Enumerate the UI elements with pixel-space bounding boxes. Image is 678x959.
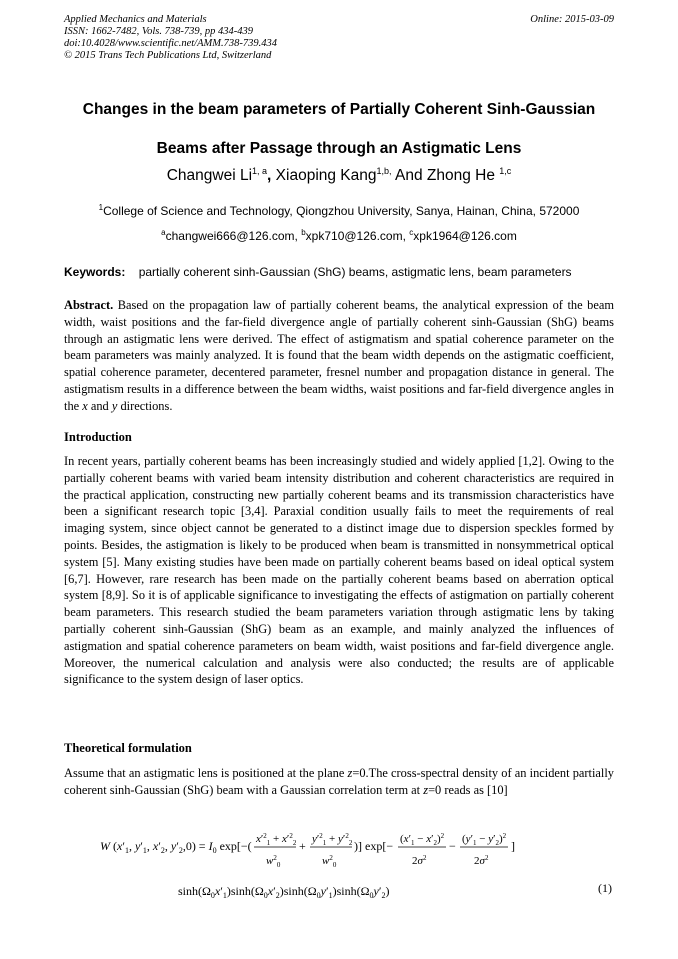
keywords-label: Keywords: [64, 265, 126, 279]
svg-text:−: − [449, 839, 456, 853]
equation-number: (1) [598, 881, 612, 895]
doi: doi:10.4028/www.scientific.net/AMM.738-739.434 [64, 38, 277, 49]
svg-text:x′21 + x′22: $x'^2_1 + x'^2_2$ [256, 832, 297, 847]
title-line-2: Beams after Passage through an Astigmatic Lens [156, 140, 522, 157]
author-3-affil: 1,c [499, 166, 512, 176]
paper-title [40, 90, 638, 168]
svg-text:+: + [299, 839, 306, 853]
author-3: And Zhong He [394, 167, 495, 185]
svg-text:]: ] [511, 839, 515, 853]
issn: ISSN: 1662-7482, Vols. 738-739, pp 434-439 [64, 26, 253, 37]
author-list: Changwei Li$^{1, a}$, Xiaoping Kang$^{1,b,}$ And Zhong He $^{1,c}$ [166, 166, 512, 185]
svg-text:)] exp[−: )] exp[− [354, 839, 394, 853]
author-1: Changwei Li [166, 167, 253, 185]
copyright: © 2015 Trans Tech Publications Ltd, Switzerland [64, 50, 272, 61]
running-header [64, 14, 614, 62]
affiliation-marker: 1 [98, 203, 104, 212]
email-c: xpk1964@126.com [413, 229, 517, 243]
svg-text:w20: $w^2_0$ [322, 854, 337, 869]
introduction-paragraph: In recent years, partially coherent beams has been increasingly studied and widely applied [1,2]. Owing to the partially coherent beams with varied beam intensity distribution and coherent characteristics are required in the practical application, constructing new partially coherent beams and its transmission characteristics have been a significant research topic [3,4]. Paraxial condition usually fails to meet the requirements of real imaging system, since object cannot be generated to a distinct image due to dispersion speckles formed by points. Besides, the astigmation is likely to be produced when beam is transmitted in nonsymmetrical optical system [5]. Many existing studies have been made on partially coherent beams based on ideal optical system [6,7]. However, rare research has been made on the partially coherent beams based on aberration optical system [8,9]. So it is of applicable significance to investigating the effects of astigmation on partially coherent beam parameters. This research studied the beam parameters variation through astigmatic lens by taking partially coherent sinh-Gaussian (ShG) beam as an example, and mainly analyzed the influences of astigmation and spatial coherence parameters on beam width, waist positions and far-field divergence angle. Moreover, the numerical calculation and analysis were also conducted; the results are of applicable significance to the system design of laser optics. [64, 454, 614, 687]
equation-1-line-1 [100, 832, 530, 876]
journal-name: Applied Mechanics and Materials [64, 14, 207, 25]
author-2: Xiaoping Kang [275, 167, 377, 185]
email-a: changwei666@126.com, [165, 229, 298, 243]
section-heading-theory: Theoretical formulation [64, 741, 192, 755]
email-b: xpk710@126.com, [305, 229, 406, 243]
section-heading-introduction: Introduction [64, 430, 132, 444]
author-2-affil: 1,b, [376, 166, 392, 176]
abstract: Abstract. Based on the propagation law of partially coherent beams, the analytical expression of the beam width, waist positions and the far-field divergence angle of partially coherent sinh-Gaussian (ShG) beams through an astigmatic lens were derived. The effect of astigmatism and spatial coherence parameter on the beam parameters was mainly analyzed. It is found that the beam width depends on the astigmatic coefficient, spatial coherence parameter, decentered parameter, fresnel number and propagation distance in general. The astigmatism results in a difference between the beam widths, waist positions and far-field divergence angles in the x and y directions. [64, 298, 614, 413]
svg-text:w20: $w^2_0$ [266, 854, 281, 869]
equation-1-line-2 [178, 881, 418, 901]
theory-paragraph: Assume that an astigmatic lens is positioned at the plane z=0.The cross-spectral density of an incident partially coherent sinh-Gaussian (ShG) beam with a Gaussian correlation term at z=0 reads as [10] [64, 766, 614, 797]
author-1-affil: 1, a [252, 166, 268, 176]
abstract-label: Abstract. [64, 298, 114, 312]
svg-text:sinh(Ω0x′1)sinh(Ω0x′2)sinh(Ω0y: $\sinh(\Omega_0x'_1)\sinh(\Omega_0x'_2)\sinh(\Omega_0y'_1)\sinh(\Omega_0y'_2)$ [178, 884, 390, 900]
svg-text:2σ2: $2\sigma^2$ [412, 854, 427, 867]
affiliation-text: College of Science and Technology, Qiongzhou University, Sanya, Hainan, China, 572000 [103, 204, 580, 218]
svg-text:2σ2: $2\sigma^2$ [474, 854, 489, 867]
affiliation [40, 203, 638, 218]
author-emails: $^a$changwei666@126.com, $^b$xpk710@126.com, $^c$xpk1964@126.com [161, 228, 517, 243]
keywords [64, 265, 618, 279]
abstract-text: Based on the propagation law of partially coherent beams, the analytical expression of the beam width, waist positions and the far-field divergence angle of partially coherent sinh-Gaussian (ShG) beams through an astigmatic lens were derived. The effect of astigmatism and spatial coherence parameter on the beam parameters was mainly analyzed. It is found that the beam width depends on the astigmatic coefficient, spatial coherence parameter, decentered parameter, fresnel number and propagation distance in general. The astigmatism results in a difference between the beam widths, waist positions and far-field divergence angles in the [64, 298, 614, 413]
title-line-1: Changes in the beam parameters of Partially Coherent Sinh-Gaussian [82, 101, 596, 118]
svg-text:y′21 + y′22: $y'^2_1 + y'^2_2$ [312, 832, 353, 847]
svg-text:(x′1 − x′2)2: $(x'_1 - x'_2)^2$ [400, 832, 445, 847]
svg-text:(y′1 − y′2)2: $(y'_1 - y'_2)^2$ [462, 832, 507, 847]
svg-text:W (x′1, y′1, x′2, y′2,0) = I0: W ($x'_1$, $y'_1$, $x'_2$, $y'_2,0) = I_0$ exp[−( [100, 839, 252, 855]
online-date: Online: 2015-03-09 [530, 14, 614, 25]
keywords-text: partially coherent sinh-Gaussian (ShG) beams, astigmatic lens, beam parameters [138, 265, 572, 279]
